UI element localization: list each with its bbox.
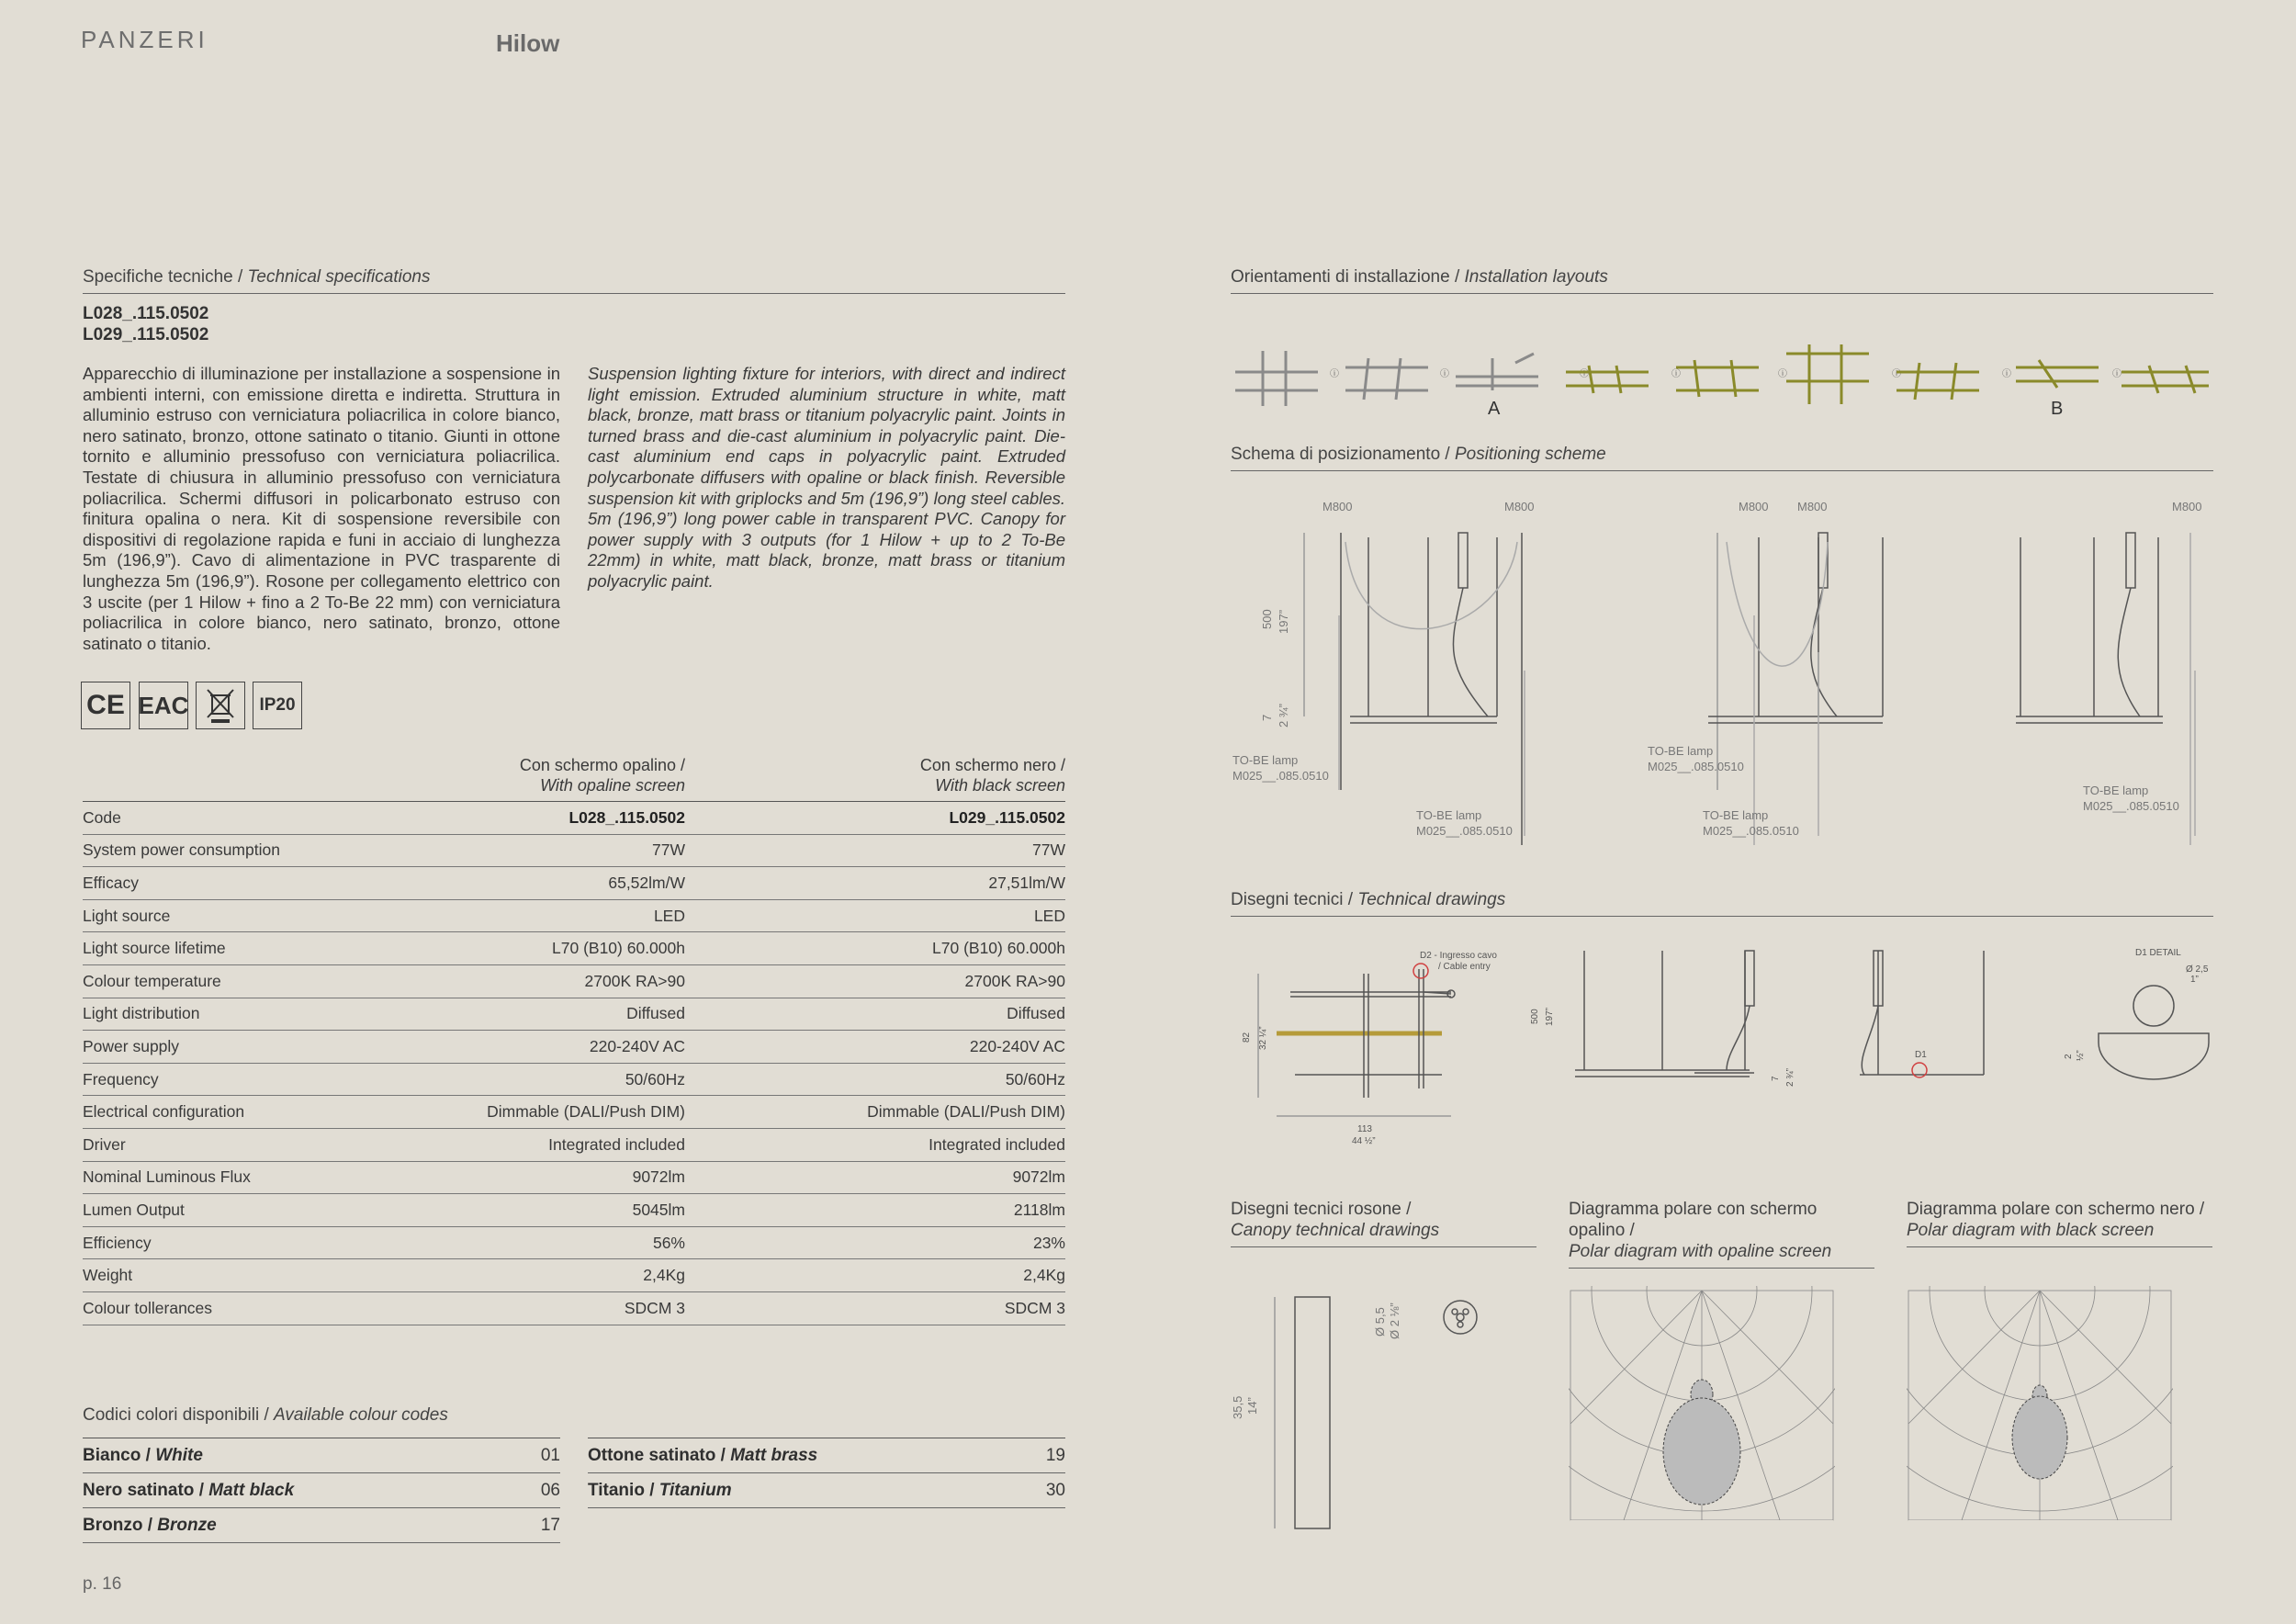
list-item — [83, 1438, 560, 1473]
svg-text:ⓘ: ⓘ — [1892, 369, 1901, 379]
dim-25: Ø 2,5 — [2186, 964, 2209, 975]
product-codes — [83, 303, 208, 345]
spec-value-black: LED — [685, 899, 1065, 932]
spec-value-black: 9072lm — [685, 1161, 1065, 1194]
canopy-title — [1231, 1199, 1536, 1247]
table-row — [83, 802, 1065, 835]
m800-label: M800 — [1739, 500, 1769, 513]
colors-title-it: Codici colori disponibili / — [83, 1405, 275, 1425]
dim-113: 113 — [1357, 1124, 1372, 1134]
dim-2-3-4: 2 ¾” — [1277, 703, 1290, 727]
spec-label: Driver — [83, 1128, 432, 1161]
spec-label: System power consumption — [83, 834, 432, 867]
color-name — [83, 1516, 217, 1536]
color-code: 06 — [540, 1480, 560, 1500]
spec-label: Electrical configuration — [83, 1096, 432, 1129]
colors-table-left — [83, 1438, 560, 1543]
dim-14: 14” — [1245, 1397, 1259, 1415]
colors-table-right — [588, 1438, 1065, 1508]
drawings-title — [1231, 890, 2213, 917]
spec-value-black: 77W — [685, 834, 1065, 867]
eac-mark-icon: EAC — [139, 682, 188, 729]
spec-value-black: 23% — [685, 1226, 1065, 1259]
color-code: 17 — [540, 1515, 560, 1535]
spec-value-black: L029_.115.0502 — [685, 802, 1065, 835]
svg-text:ⓘ: ⓘ — [2112, 369, 2122, 379]
tobe-label: TO-BE lamp — [2083, 784, 2149, 797]
col2-it: Con schermo nero / — [919, 756, 1065, 774]
svg-text:ⓘ: ⓘ — [1440, 369, 1449, 379]
polar-diagram-black — [1907, 1286, 2173, 1543]
color-name-en: Matt brass — [730, 1445, 818, 1465]
spec-label: Weight — [83, 1259, 432, 1292]
spec-label: Power supply — [83, 1031, 432, 1064]
spec-value-black: Diffused — [685, 998, 1065, 1031]
dim-197: 197” — [1277, 609, 1290, 634]
list-item — [588, 1473, 1065, 1508]
svg-text:ⓘ: ⓘ — [1580, 369, 1589, 379]
list-item — [83, 1473, 560, 1508]
spec-value-black: SDCM 3 — [685, 1291, 1065, 1325]
spec-value-opaline: 2,4Kg — [432, 1259, 685, 1292]
layout-label-b: B — [2051, 399, 2064, 419]
spec-table-header — [83, 744, 1065, 802]
tobe-code: M025__.085.0510 — [1648, 760, 1744, 773]
tobe-code: M025__.085.0510 — [1416, 824, 1513, 838]
tobe-label: TO-BE lamp — [1416, 808, 1482, 822]
drawings-title-en: Technical drawings — [1357, 890, 1506, 909]
positioning-title-en: Positioning scheme — [1454, 445, 1606, 464]
tobe-label: TO-BE lamp — [1232, 753, 1299, 767]
color-name-it: Bronzo / — [83, 1515, 158, 1535]
svg-text:ⓘ: ⓘ — [2002, 369, 2011, 379]
d1-label: D1 — [1915, 1050, 1927, 1060]
specs-title-en: Technical specifications — [247, 267, 431, 287]
col1-en: With opaline screen — [540, 776, 685, 795]
table-row — [83, 1259, 1065, 1292]
spec-value-opaline: 2700K RA>90 — [432, 964, 685, 998]
spec-value-opaline: 50/60Hz — [432, 1063, 685, 1096]
spec-label: Light distribution — [83, 998, 432, 1031]
product-code-1: L028_.115.0502 — [83, 304, 209, 323]
table-row — [83, 1226, 1065, 1259]
spec-value-opaline: 56% — [432, 1226, 685, 1259]
table-row — [83, 1291, 1065, 1325]
spec-header-empty — [83, 744, 432, 802]
table-row — [83, 964, 1065, 998]
technical-drawings — [1231, 942, 2213, 1153]
spec-label: Code — [83, 802, 432, 835]
dim-44: 44 ½” — [1352, 1136, 1376, 1146]
tobe-label: TO-BE lamp — [1648, 744, 1714, 758]
spec-value-opaline: Dimmable (DALI/Push DIM) — [432, 1096, 685, 1129]
dim-82: 82 — [1242, 1032, 1252, 1043]
spec-label: Frequency — [83, 1063, 432, 1096]
m800-label: M800 — [2172, 500, 2202, 513]
color-name-en: Titanium — [658, 1480, 732, 1500]
layout-label-a: A — [1488, 399, 1501, 419]
spec-value-opaline: LED — [432, 899, 685, 932]
spec-label: Lumen Output — [83, 1194, 432, 1227]
table-row — [83, 867, 1065, 900]
specs-title — [83, 267, 1065, 294]
color-name-en: Matt black — [208, 1480, 295, 1500]
dim-2-1-8: Ø 2 ⅛” — [1388, 1303, 1401, 1339]
dim-500: 500 — [1530, 1009, 1540, 1024]
product-code-2: L029_.115.0502 — [83, 325, 209, 344]
color-name-it: Nero satinato / — [83, 1480, 209, 1500]
polar-opal-title-en: Polar diagram with opaline screen — [1569, 1242, 1832, 1261]
table-row — [83, 932, 1065, 965]
svg-text:ⓘ: ⓘ — [1671, 369, 1681, 379]
m800-label: M800 — [1322, 500, 1353, 513]
dim-7: 7 — [1771, 1076, 1781, 1081]
color-code: 01 — [540, 1445, 560, 1465]
drawings-title-it: Disegni tecnici / — [1231, 890, 1358, 909]
spec-value-black: 2118lm — [685, 1194, 1065, 1227]
positioning-title-it: Schema di posizionamento / — [1231, 445, 1455, 464]
col1-it: Con schermo opalino / — [519, 756, 685, 774]
spec-header-opaline — [432, 744, 685, 802]
spec-value-black: Integrated included — [685, 1128, 1065, 1161]
specs-title-it: Specifiche tecniche / — [83, 267, 248, 287]
layouts-title — [1231, 267, 2213, 294]
color-name-en: Bronze — [157, 1515, 217, 1535]
installation-layouts-drawing — [1231, 340, 2213, 423]
description-it: Apparecchio di illuminazione per installazione a sospensione in ambienti interni, con emissione diretta e indiretta. Struttura in alluminio estruso con verniciatura poliacrilica in colore bianco, nero satinato, bronzo, ottone satinato o titanio. Giunti in ottone tornito e alluminio pressofuso con verniciatura poliacrilica. Testate di chiusura in alluminio pressofuso con verniciatura poliacrilica. Schermi diffusori in policarbonato estruso con finitura opalina o nera. Kit di sospensione reversibile con dispositivi di regolazione rapida e funi in acciaio di lunghezza 5m (196,9”). Cavo di alimentazione in PVC trasparente di lunghezza 5m (196,9”). Rosone per collegamento elettrico con 3 uscite (per 1 Hilow + fino a 2 To-Be 22 mm) con verniciatura poliacrilica in colore bianco, nero satinato, bronzo, ottone satinato o titanio. — [83, 364, 560, 653]
color-name-it: Ottone satinato / — [588, 1445, 731, 1465]
tobe-code: M025__.085.0510 — [1703, 824, 1799, 838]
spec-value-opaline: Integrated included — [432, 1128, 685, 1161]
spec-label: Colour temperature — [83, 964, 432, 998]
table-row — [83, 1128, 1065, 1161]
canopy-drawing — [1231, 1286, 1536, 1543]
dim-2: 2 — [2064, 1054, 2074, 1059]
table-row — [83, 1161, 1065, 1194]
svg-text:ⓘ: ⓘ — [1330, 369, 1339, 379]
color-name — [83, 1446, 203, 1466]
spec-header-black — [685, 744, 1065, 802]
color-name — [588, 1481, 732, 1501]
polar-opal-title-it: Diagramma polare con schermo opalino / — [1569, 1200, 1818, 1240]
list-item — [588, 1438, 1065, 1473]
weee-bin-icon — [196, 682, 245, 729]
dim-32: 32 ¼” — [1258, 1026, 1268, 1050]
dim-half: ½” — [2076, 1050, 2086, 1061]
spec-value-black: Dimmable (DALI/Push DIM) — [685, 1096, 1065, 1129]
spec-label: Colour tollerances — [83, 1291, 432, 1325]
table-row — [83, 1096, 1065, 1129]
spec-value-black: L70 (B10) 60.000h — [685, 932, 1065, 965]
spec-label: Light source lifetime — [83, 932, 432, 965]
dim-7: 7 — [1260, 714, 1274, 721]
spec-table — [83, 744, 1065, 1325]
canopy-title-it: Disegni tecnici rosone / — [1231, 1200, 1412, 1219]
polar-black-title-en: Polar diagram with black screen — [1907, 1221, 2155, 1240]
polar-black-title — [1907, 1199, 2212, 1247]
page-number: p. 16 — [83, 1574, 122, 1594]
canopy-title-en: Canopy technical drawings — [1231, 1221, 1440, 1240]
polar-diagram-opaline — [1569, 1286, 1835, 1543]
dim-500: 500 — [1260, 609, 1274, 629]
table-row — [83, 998, 1065, 1031]
ip20-badge: IP20 — [253, 682, 302, 729]
spec-value-opaline: Diffused — [432, 998, 685, 1031]
col2-en: With black screen — [935, 776, 1065, 795]
spec-value-opaline: 220-240V AC — [432, 1031, 685, 1064]
color-name — [588, 1446, 817, 1466]
spec-value-black: 27,51lm/W — [685, 867, 1065, 900]
spec-label: Efficiency — [83, 1226, 432, 1259]
polar-opal-title — [1569, 1199, 1874, 1269]
spec-value-opaline: SDCM 3 — [432, 1291, 685, 1325]
m800-label: M800 — [1504, 500, 1535, 513]
positioning-title — [1231, 445, 2213, 471]
dim-197: 197” — [1545, 1007, 1555, 1026]
color-name-it: Titanio / — [588, 1480, 659, 1500]
spec-label: Light source — [83, 899, 432, 932]
d2-label-en: / Cable entry — [1438, 962, 1491, 972]
colors-title-en: Available colour codes — [274, 1405, 448, 1425]
layouts-title-en: Installation layouts — [1464, 267, 1608, 287]
dim-1: 1” — [2190, 975, 2199, 985]
color-name-en: White — [155, 1445, 203, 1465]
spec-label: Nominal Luminous Flux — [83, 1161, 432, 1194]
spec-value-black: 2700K RA>90 — [685, 964, 1065, 998]
color-name-it: Bianco / — [83, 1445, 156, 1465]
color-code: 19 — [1045, 1445, 1065, 1465]
spec-value-opaline: 5045lm — [432, 1194, 685, 1227]
spec-value-opaline: 77W — [432, 834, 685, 867]
layouts-title-it: Orientamenti di installazione / — [1231, 267, 1465, 287]
description-en: Suspension lighting fixture for interiors, with direct and indirect light emission. Extruded aluminium structure in white, matt black, bronze, matt brass or titanium polyacrylic paint. Joints in turned brass and die-cast aluminium in polyacrylic paint. Die-cast aluminium end caps in polyacrylic paint. Extruded polycarbonate diffusers with opaline or black finish. Reversible suspension kit with griplocks and 5m (196,9”) long steel cables. 5m (196,9”) long power cable in transparent PVC. Canopy for power supply with 3 outputs (for 1 Hilow + up to 2 To-Be 22mm) in white, matt black, bronze, matt brass or titanium polyacrylic paint. — [588, 364, 1065, 591]
dim-2-3-4: 2 ¾” — [1785, 1067, 1795, 1087]
d1-detail-label: D1 DETAIL — [2135, 948, 2181, 958]
spec-value-opaline: 9072lm — [432, 1161, 685, 1194]
tobe-label: TO-BE lamp — [1703, 808, 1769, 822]
spec-value-opaline: L70 (B10) 60.000h — [432, 932, 685, 965]
table-row — [83, 899, 1065, 932]
spec-value-black: 220-240V AC — [685, 1031, 1065, 1064]
ce-mark-icon: CE — [81, 682, 130, 729]
product-name: Hilow — [496, 29, 560, 57]
spec-label: Efficacy — [83, 867, 432, 900]
table-row — [83, 1063, 1065, 1096]
spec-value-opaline: L028_.115.0502 — [432, 802, 685, 835]
spec-value-black: 2,4Kg — [685, 1259, 1065, 1292]
dim-5-5: Ø 5,5 — [1373, 1307, 1387, 1336]
m800-label: M800 — [1797, 500, 1828, 513]
polar-black-title-it: Diagramma polare con schermo nero / — [1907, 1200, 2205, 1219]
spec-value-opaline: 65,52lm/W — [432, 867, 685, 900]
dim-35-5: 35,5 — [1231, 1395, 1244, 1419]
positioning-scheme-drawing — [1231, 496, 2213, 854]
brand-logo: PANZERI — [81, 26, 208, 53]
d2-label-it: D2 - Ingresso cavo — [1420, 951, 1497, 961]
colors-title — [83, 1405, 1065, 1426]
table-row — [83, 1031, 1065, 1064]
tobe-code: M025__.085.0510 — [2083, 799, 2179, 813]
table-row — [83, 834, 1065, 867]
color-name — [83, 1481, 294, 1501]
color-code: 30 — [1045, 1480, 1065, 1500]
list-item — [83, 1508, 560, 1543]
svg-text:ⓘ: ⓘ — [1778, 369, 1787, 379]
spec-value-black: 50/60Hz — [685, 1063, 1065, 1096]
tobe-code: M025__.085.0510 — [1232, 769, 1329, 783]
table-row — [83, 1194, 1065, 1227]
